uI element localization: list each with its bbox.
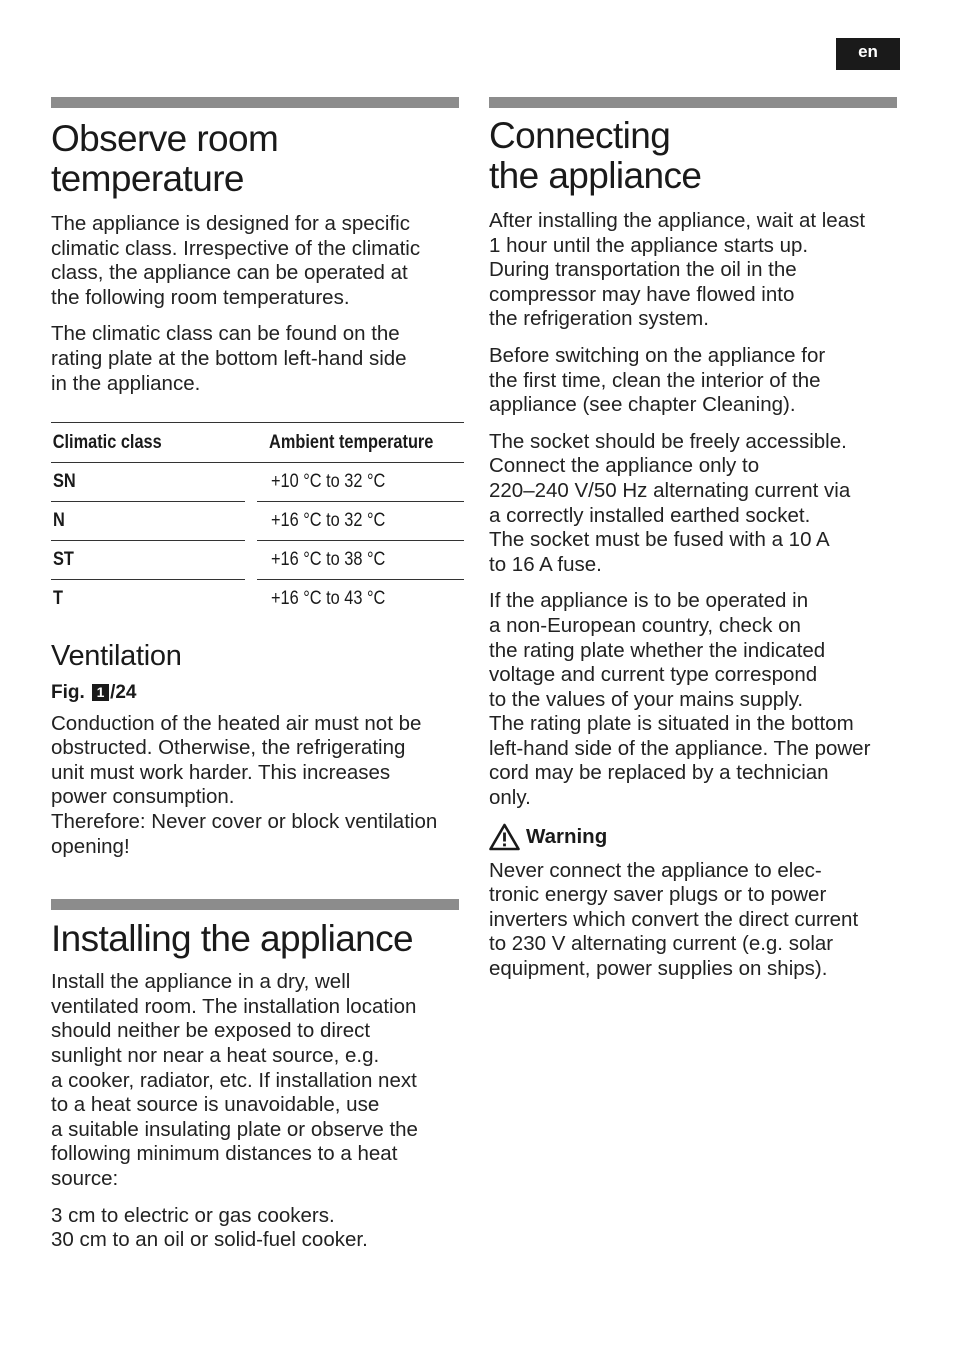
text-line: The rating plate is situated in the bottom — [489, 712, 854, 736]
text-line: Before switching on the appliance for — [489, 343, 826, 367]
text-line: tronic energy saver plugs or to power — [489, 883, 827, 907]
ambient-temperature-cell — [257, 502, 464, 541]
text-line: voltage and current type correspond — [489, 663, 818, 687]
header-climatic-class: Climatic class — [51, 423, 218, 463]
cell-spacer — [245, 580, 257, 619]
connecting-title-line2: the appliance — [489, 155, 702, 196]
figure-number-badge: 1 — [92, 684, 109, 701]
warning-label: Warning — [526, 824, 608, 848]
section-bar — [489, 97, 897, 108]
observe-para1 — [51, 212, 463, 310]
climatic-class-cell — [51, 541, 245, 580]
cell-spacer — [245, 502, 257, 541]
text-line: only. — [489, 786, 531, 810]
text-line: a correctly installed earthed socket. — [489, 503, 811, 527]
text-line: climatic class. Irrespective of the climatic — [51, 236, 421, 260]
cell-text: N — [53, 510, 65, 532]
fig-prefix: Fig. — [51, 681, 91, 703]
cell-text: SN — [53, 471, 76, 493]
observe-title-line1: Observe room — [51, 118, 279, 159]
table-row — [51, 541, 464, 580]
ambient-temperature-cell — [257, 463, 464, 502]
text-line: Connect the appliance only to — [489, 454, 760, 478]
text-line: power consumption. — [51, 785, 235, 809]
text-line: left-hand side of the appliance. The power — [489, 736, 871, 760]
text-line: inverters which convert the direct current — [489, 907, 859, 931]
text-line: ventilated room. The installation location — [51, 994, 417, 1018]
cell-spacer — [245, 463, 257, 502]
connecting-para3 — [489, 430, 904, 578]
text-line: If the appliance is to be operated in — [489, 589, 809, 613]
text-line: to a heat source is unavoidable, use — [51, 1093, 380, 1117]
text-line: Therefore: Never cover or block ventilation — [51, 810, 438, 834]
right-column — [489, 97, 904, 994]
text-line: a suitable insulating plate or observe the — [51, 1117, 418, 1141]
ventilation-para — [51, 712, 463, 860]
text-line: The socket should be freely accessible. — [489, 429, 847, 453]
text-line: 3 cm to electric or gas cookers. — [51, 1203, 335, 1227]
observe-title-line2: temperature — [51, 158, 244, 199]
text-line: Conduction of the heated air must not be — [51, 711, 422, 735]
connecting-title — [489, 116, 904, 196]
cell-text: +16 °C to 38 °C — [270, 549, 386, 571]
text-line: The socket must be fused with a 10 A — [489, 528, 830, 552]
table-row — [51, 580, 464, 619]
climatic-class-cell — [51, 580, 245, 619]
header-ambient-temperature: Ambient temperature — [257, 423, 435, 463]
figure-reference — [51, 681, 463, 705]
left-column — [51, 97, 463, 1265]
text-line: compressor may have flowed into — [489, 282, 795, 306]
cell-spacer — [245, 541, 257, 580]
fig-suffix: /24 — [110, 681, 137, 703]
text-line: to the values of your mains supply. — [489, 687, 804, 711]
text-line: following minimum distances to a heat — [51, 1142, 398, 1166]
text-line: appliance (see chapter Cleaning). — [489, 393, 796, 417]
text-line: the refrigeration system. — [489, 307, 709, 331]
warning-triangle-icon — [489, 823, 520, 851]
cell-text: +10 °C to 32 °C — [270, 471, 386, 493]
installing-para1 — [51, 970, 463, 1191]
table-row — [51, 502, 464, 541]
text-line: a non-European country, check on — [489, 613, 801, 637]
cell-text: +16 °C to 43 °C — [270, 588, 386, 610]
text-line: 30 cm to an oil or solid-fuel cooker. — [51, 1228, 368, 1252]
climatic-class-cell — [51, 502, 245, 541]
text-line: obstructed. Otherwise, the refrigerating — [51, 736, 406, 760]
ambient-temperature-cell — [257, 541, 464, 580]
cell-text: T — [53, 588, 63, 610]
climatic-class-cell — [51, 463, 245, 502]
climate-table — [51, 422, 464, 619]
text-line: 220–240 V/50 Hz alternating current via — [489, 478, 851, 502]
language-tab: en — [836, 38, 900, 70]
text-line: to 230 V alternating current (e.g. solar — [489, 932, 834, 956]
text-line: a cooker, radiator, etc. If installation next — [51, 1068, 417, 1092]
text-line: the first time, clean the interior of the — [489, 368, 821, 392]
text-line: During transportation the oil in the — [489, 258, 797, 282]
connecting-title-line1: Connecting — [489, 115, 671, 156]
text-line: should neither be exposed to direct — [51, 1019, 371, 1043]
text-line: rating plate at the bottom left-hand side — [51, 346, 407, 370]
text-line: The climatic class can be found on the — [51, 322, 400, 346]
section-bar — [51, 899, 459, 910]
text-line: The appliance is designed for a specific — [51, 212, 410, 235]
text-line: Never connect the appliance to elec- — [489, 858, 822, 882]
header-spacer — [245, 423, 255, 463]
text-line: the following room temperatures. — [51, 285, 350, 309]
installing-title: Installing the appliance — [51, 918, 414, 960]
text-line: class, the appliance can be operated at — [51, 261, 408, 285]
connecting-para4 — [489, 589, 904, 810]
text-line: sunlight nor near a heat source, e.g. — [51, 1044, 380, 1067]
text-line: opening! — [51, 834, 130, 858]
warning-text — [489, 859, 904, 982]
table-header-row — [51, 423, 464, 463]
ambient-temperature-cell — [257, 580, 464, 619]
text-line: equipment, power supplies on ships). — [489, 957, 828, 981]
observe-para2 — [51, 322, 463, 396]
text-line: in the appliance. — [51, 371, 201, 395]
connecting-para2 — [489, 344, 904, 418]
cell-text: ST — [53, 549, 74, 571]
observe-title — [51, 119, 463, 199]
cell-text: +16 °C to 32 °C — [270, 510, 386, 532]
text-line: to 16 A fuse. — [489, 552, 602, 576]
text-line: unit must work harder. This increases — [51, 760, 391, 784]
text-line: cord may be replaced by a technician — [489, 761, 829, 785]
table-row — [51, 463, 464, 502]
installing-para2 — [51, 1204, 463, 1253]
text-line: Install the appliance in a dry, well — [51, 970, 351, 994]
connecting-para1 — [489, 209, 904, 332]
section-bar — [51, 97, 459, 108]
text-line: 1 hour until the appliance starts up. — [489, 233, 809, 257]
text-line: the rating plate whether the indicated — [489, 638, 826, 662]
ventilation-title: Ventilation — [51, 639, 182, 672]
text-line: After installing the appliance, wait at least — [489, 209, 866, 232]
warning-heading — [489, 823, 904, 851]
text-line: source: — [51, 1166, 119, 1190]
